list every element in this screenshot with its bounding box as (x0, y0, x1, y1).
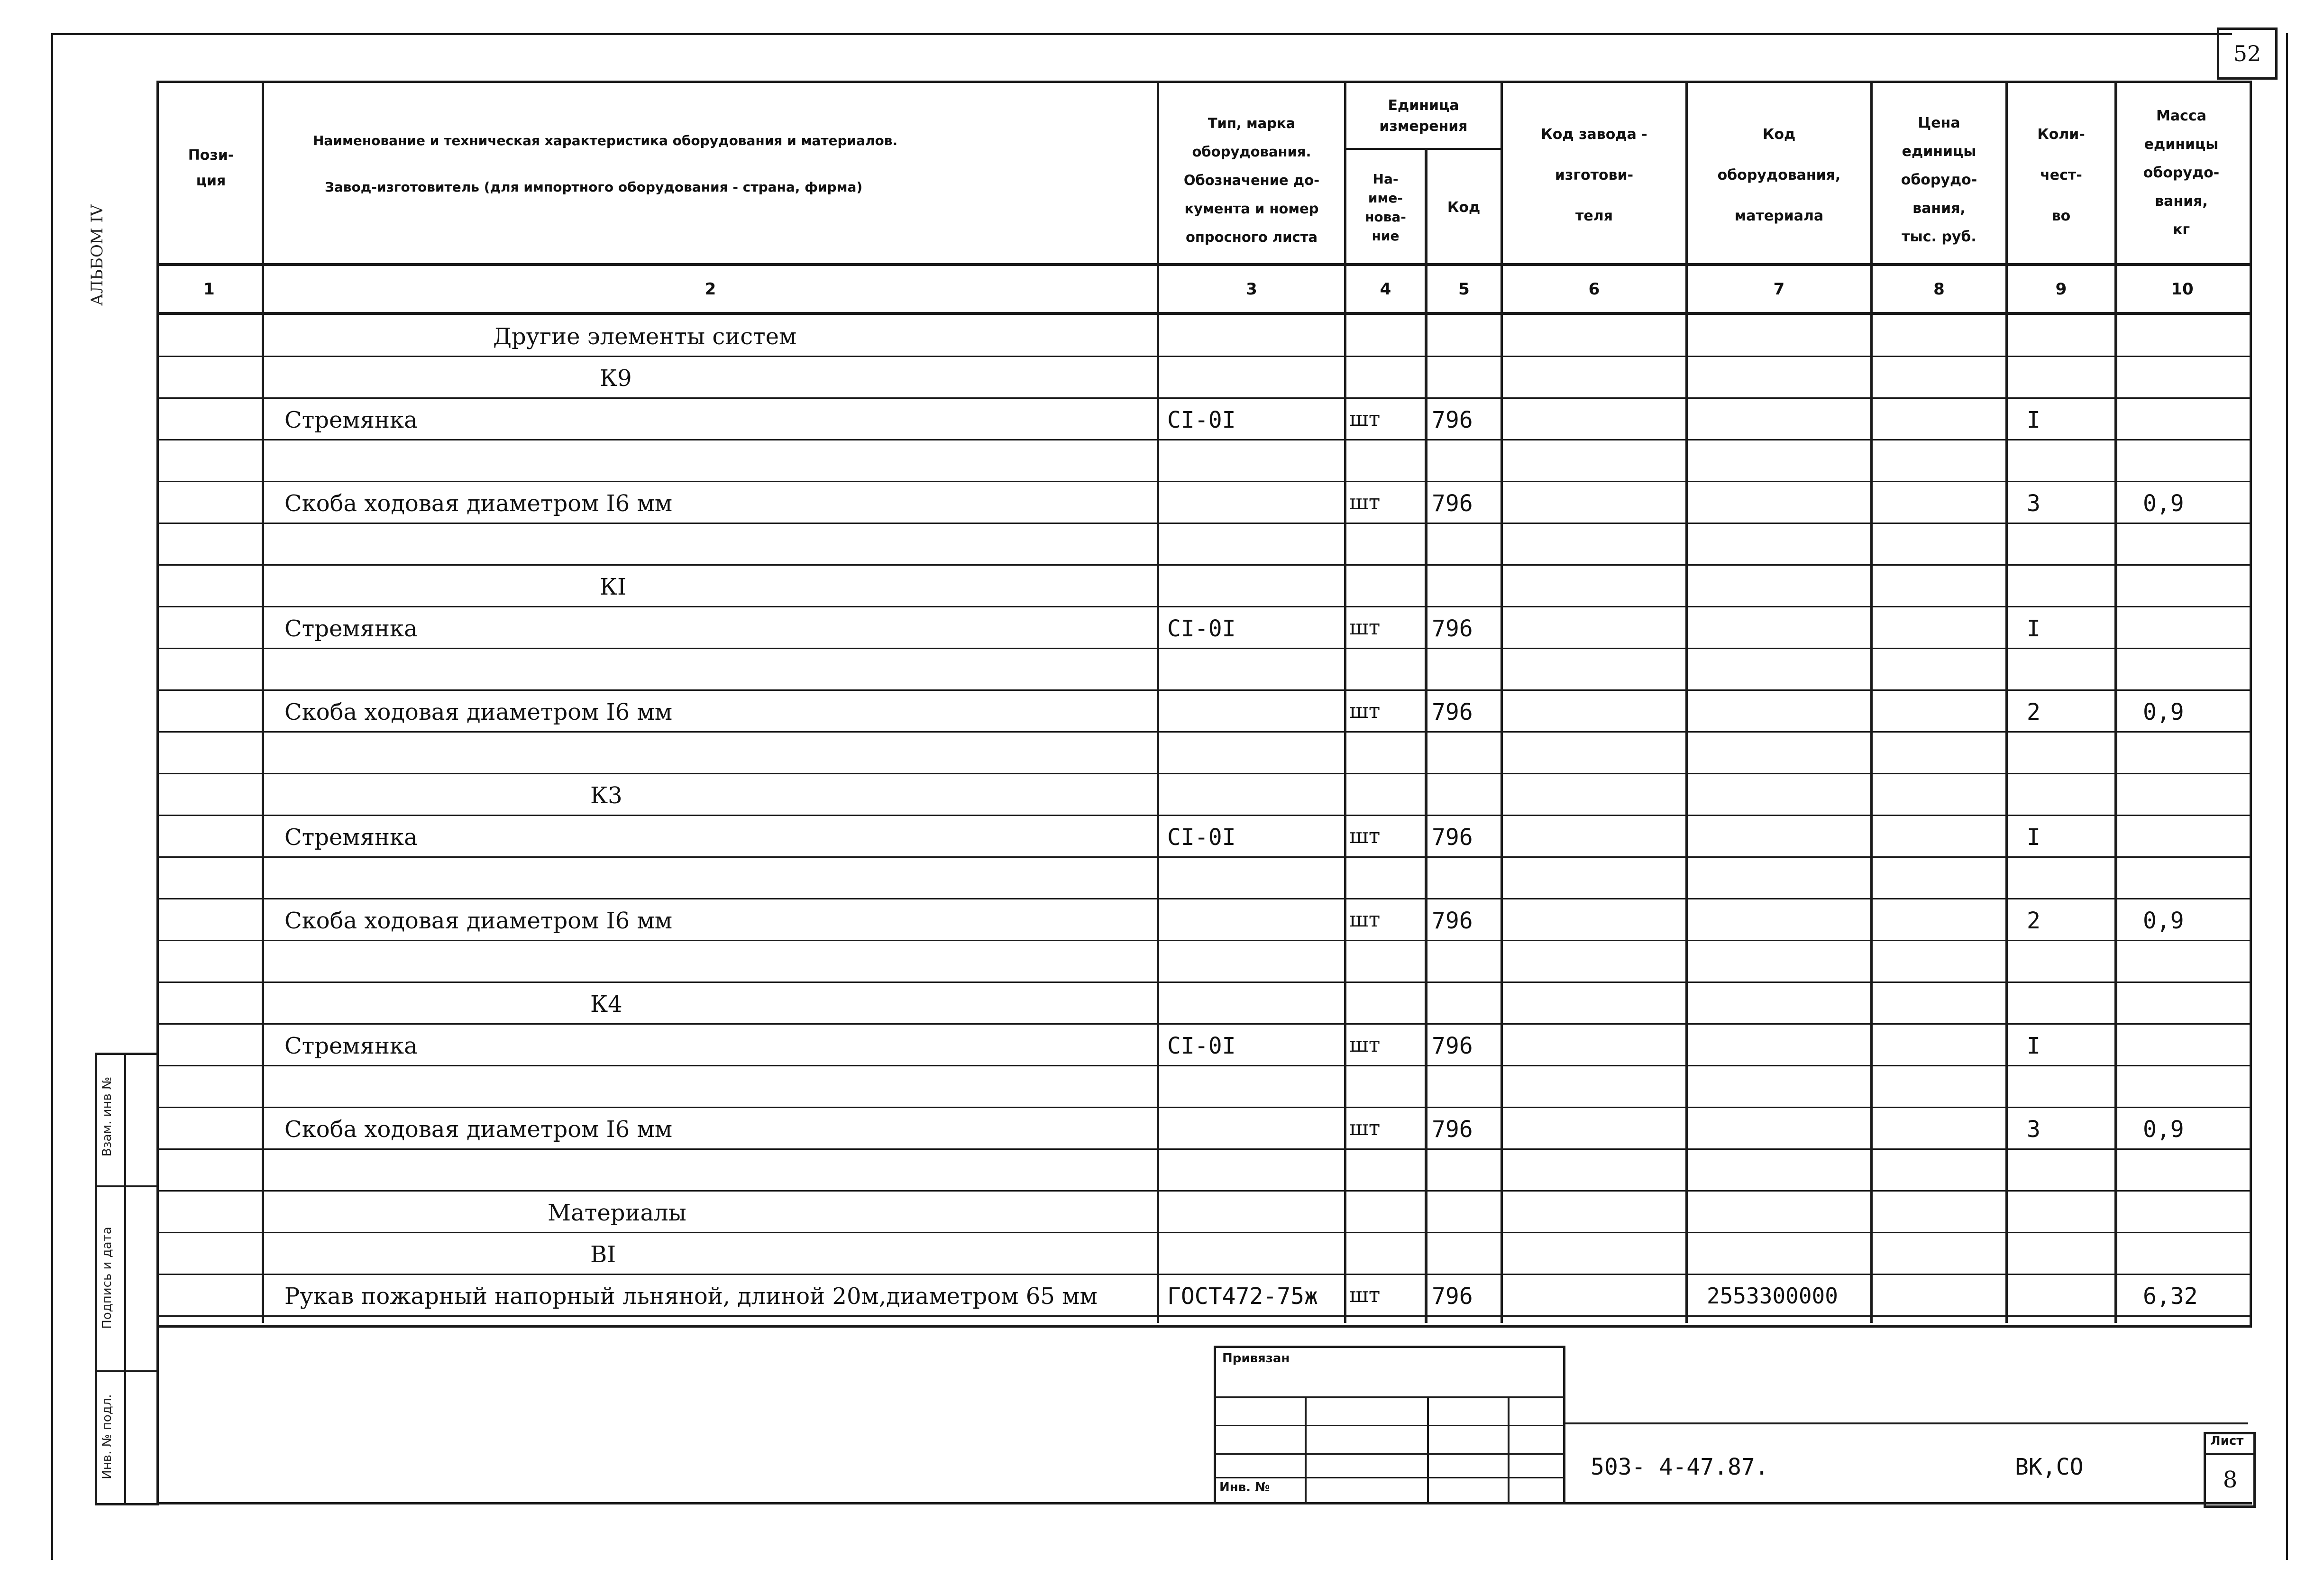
cell-name: КI (600, 574, 627, 600)
colnum-4: 4 (1380, 279, 1391, 299)
side-replace-inv-label: Взам. инв № (100, 1076, 114, 1157)
side-sign-date-label: Подпись и дата (100, 1227, 114, 1329)
cell-name: Стремянка (284, 824, 418, 851)
stamp-inv-label: Инв. № (1219, 1480, 1270, 1495)
cell-code: 796 (1432, 407, 1473, 433)
cell-name: К3 (590, 782, 622, 809)
row-rule (156, 815, 2252, 816)
header-price: Цена единицы оборудо- вания, тыс. руб. (1901, 115, 1977, 245)
cell-type: CI-0I (1167, 615, 1236, 642)
header-unit-code: Код (1447, 199, 1481, 216)
cell-name: К4 (590, 991, 622, 1018)
row-rule (156, 1190, 2252, 1192)
cell-name: Скоба ходовая диаметром I6 мм (284, 908, 673, 934)
cell-name: Материалы (548, 1200, 686, 1226)
header-quantity: Коли- чест- во (2037, 126, 2085, 224)
stamp-attached-label: Привязан (1222, 1351, 1290, 1366)
cell-code: 796 (1432, 824, 1473, 851)
cell-code: 796 (1432, 615, 1473, 642)
side-margin-split (124, 1053, 126, 1503)
colnum-1: 1 (203, 279, 215, 299)
cell-mass: 0,9 (2143, 699, 2184, 725)
stamp-vrule-1 (1305, 1396, 1307, 1502)
cell-name: Скоба ходовая диаметром I6 мм (284, 490, 673, 517)
outer-border-right (2286, 33, 2288, 1560)
row-rule (156, 481, 2252, 482)
row-rule (156, 397, 2252, 399)
row-rule (156, 940, 2252, 941)
row-rule (156, 731, 2252, 733)
header-position: Пози- ция (188, 147, 234, 189)
cell-unit: шт (1349, 615, 1381, 640)
cell-code: 796 (1432, 1283, 1473, 1310)
cell-code: 796 (1432, 1033, 1473, 1059)
row-rule (156, 1232, 2252, 1233)
side-stamp: АЛЬБОМ IV (88, 204, 107, 306)
cell-qty: 2 (2027, 699, 2040, 725)
cell-unit: шт (1349, 1116, 1381, 1140)
row-rule (156, 1023, 2252, 1025)
colnum-10: 10 (2171, 279, 2194, 299)
section-code: ВК,СО (2015, 1454, 2084, 1480)
stamp-rule-4 (1214, 1477, 1563, 1478)
cell-mass: 0,9 (2143, 908, 2184, 934)
stamp-rule-1 (1214, 1396, 1563, 1398)
cell-type: CI-0I (1167, 407, 1236, 433)
bottom-border (156, 1502, 2252, 1504)
row-rule (156, 1107, 2252, 1108)
row-rule (156, 1148, 2252, 1150)
header-mass: Масса единицы оборудо- вания, кг (2143, 108, 2220, 238)
header-name-line1: Наименование и техническая характеристика оборудования и материалов. (313, 133, 898, 148)
sheet-label: Лист (2210, 1434, 2244, 1448)
cell-name: Стремянка (284, 615, 418, 642)
titleblock-top-rule (1563, 1422, 2248, 1424)
stamp-rule-3 (1214, 1453, 1563, 1455)
cell-mass: 0,9 (2143, 1116, 2184, 1143)
cell-type: CI-0I (1167, 824, 1236, 851)
stamp-rule-2 (1214, 1425, 1563, 1426)
row-rule (156, 523, 2252, 524)
colnum-8: 8 (1933, 279, 1945, 299)
cell-name: Стремянка (284, 1033, 418, 1059)
outer-border-left (51, 33, 53, 1560)
doc-code: 503- 4-47.87. (1591, 1454, 1769, 1480)
stamp-vrule-2 (1427, 1396, 1429, 1502)
cell-name: ВI (590, 1241, 616, 1268)
row-rule (156, 1065, 2252, 1066)
header-material-code: Код оборудования, материала (1717, 126, 1841, 224)
cell-mass: 0,9 (2143, 490, 2184, 517)
row-rule (156, 648, 2252, 649)
colnum-6: 6 (1588, 279, 1600, 299)
cell-unit: шт (1349, 699, 1381, 723)
row-rule (156, 606, 2252, 607)
cell-name: Стремянка (284, 407, 418, 433)
row-rule (156, 689, 2252, 691)
cell-qty: 3 (2027, 490, 2040, 517)
cell-code: 796 (1432, 1116, 1473, 1143)
cell-name: Скоба ходовая диаметром I6 мм (284, 699, 673, 725)
cell-qty: 3 (2027, 1116, 2040, 1143)
header-type: Тип, марка оборудования. Обозначение до- кумента и номер опросного листа (1183, 115, 1320, 245)
col-rule-4 (1425, 149, 1427, 1323)
cell-unit: шт (1349, 1283, 1381, 1307)
row-rule (156, 1315, 2252, 1317)
row-rule (156, 981, 2252, 983)
cell-code: 796 (1432, 490, 1473, 517)
outer-border-top (51, 33, 2232, 35)
colnum-bottom-rule (156, 312, 2252, 315)
cell-type: ГОСТ472-75ж (1167, 1283, 1318, 1310)
row-rule (156, 898, 2252, 899)
cell-unit: шт (1349, 407, 1381, 431)
row-rule (156, 439, 2252, 440)
row-rule (156, 356, 2252, 357)
row-rule (156, 856, 2252, 858)
cell-code: 796 (1432, 699, 1473, 725)
cell-code: 796 (1432, 908, 1473, 934)
colnum-7: 7 (1773, 279, 1785, 299)
cell-qty: I (2027, 615, 2040, 642)
cell-type: CI-0I (1167, 1033, 1236, 1059)
cell-name: Другие элементы систем (493, 323, 797, 350)
header-factory-code: Код завода - изготови- теля (1541, 126, 1647, 224)
colnum-5: 5 (1458, 279, 1470, 299)
side-inv-orig-label: Инв. № подл. (100, 1394, 114, 1479)
cell-mat-code: 2553300000 (1707, 1283, 1838, 1309)
cell-qty: I (2027, 824, 2040, 851)
page-number: 52 (2233, 41, 2261, 66)
side-margin-rule-1 (95, 1185, 156, 1187)
cell-unit: шт (1349, 1033, 1381, 1057)
colnum-3: 3 (1246, 279, 1257, 299)
cell-name: Рукав пожарный напорный льняной, длиной 20м,диаметром 65 мм (284, 1283, 1098, 1310)
cell-qty: I (2027, 1033, 2040, 1059)
cell-name: К9 (600, 365, 632, 392)
header-unit-name: На- име- нова- ние (1365, 171, 1406, 244)
stamp-vrule-3 (1508, 1396, 1510, 1502)
cell-qty: I (2027, 407, 2040, 433)
sheet-number: 8 (2223, 1467, 2238, 1493)
row-rule (156, 1274, 2252, 1275)
colnum-9: 9 (2055, 279, 2067, 299)
unit-split-rule (1344, 148, 1501, 150)
cell-name: Скоба ходовая диаметром I6 мм (284, 1116, 673, 1143)
cell-unit: шт (1349, 908, 1381, 932)
cell-unit: шт (1349, 490, 1381, 514)
row-rule (156, 773, 2252, 774)
cell-mass: 6,32 (2143, 1283, 2198, 1310)
sheet-box-rule (2204, 1453, 2256, 1455)
header-name-line2: Завод-изготовитель (для импортного оборудования - страна, фирма) (325, 179, 863, 195)
header-unit-group: Единица измерения (1379, 97, 1468, 135)
row-rule (156, 564, 2252, 566)
colnum-2: 2 (705, 279, 716, 299)
cell-qty: 2 (2027, 908, 2040, 934)
cell-unit: шт (1349, 824, 1381, 848)
